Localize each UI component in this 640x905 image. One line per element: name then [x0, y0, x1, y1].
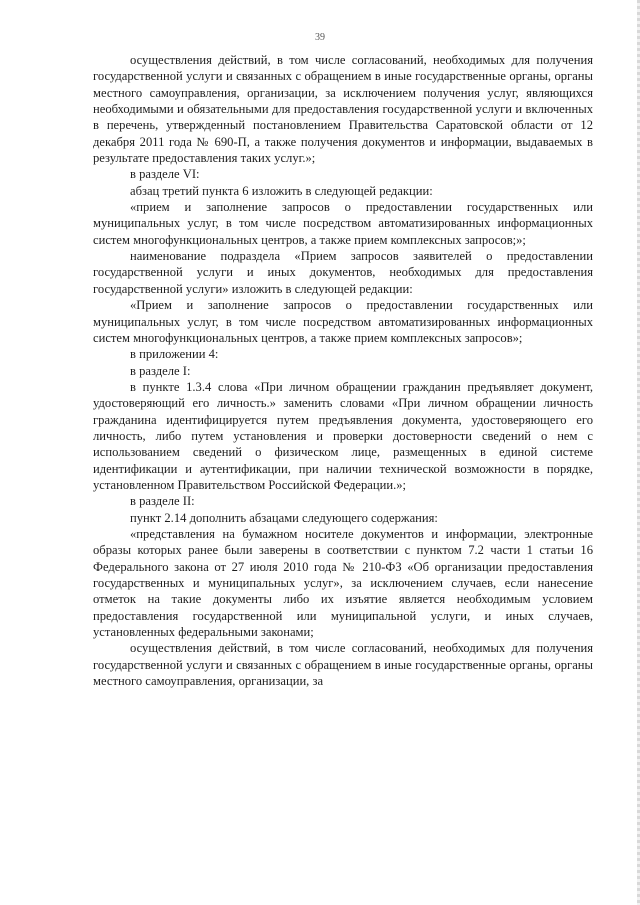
page-number: 39 [315, 32, 325, 43]
paragraph-quote-paper-docs: «представления на бумажном носителе документов и информации, электронные образы которых ранее были заверены в соответствии с пунктом 7.2 части 1 статьи 16 Федерального закона от 27 июля 2010 года № 210-ФЗ «Об организации предоставления государственных и муниципальных услуг», за исключением случаев, если нанесение отметок на такие документы либо их изъятие является необходимым условием предоставления государственной или муниципальной услуги, и иных случаев, установленных федеральными законами; [93, 526, 593, 640]
paragraph-continuation: осуществления действий, в том числе согласований, необходимых для получения государственной услуги и связанных с обращением в иные государственные органы, органы местного самоуправления, организации, за исключением получения услуг, являющихся необходимыми и обязательными для предоставления государственной услуги и включенных в перечень, утвержденный постановлением Правительства Саратовской области от 12 декабря 2011 года № 690-П, а также получения документов и информации, выдаваемых в результате предоставления таких услуг.»; [93, 53, 593, 166]
paragraph-actions: осуществления действий, в том числе согласований, необходимых для получения государственной услуги и связанных с обращением в иные государственные органы, органы местного самоуправления, организации, за [93, 641, 593, 689]
paragraph-quote-new-title: «Прием и заполнение запросов о предоставлении государственных или муниципальных услуг, в том числе посредством автоматизированных информационных систем многофункциональных центров, а также прием комплексных запросов»; [93, 298, 593, 345]
paragraph-amend-point-6: абзац третий пункта 6 изложить в следующей редакции: [130, 183, 433, 198]
paragraph-section-ii: в разделе II: [130, 494, 195, 509]
paragraph-section-i: в разделе I: [130, 363, 191, 378]
paragraph-quote-reception: «прием и заполнение запросов о предоставлении государственных или муниципальных услуг, в том числе посредством автоматизированных информационных систем многофункциональных центров, а также прием комплексных запросов;»; [93, 200, 593, 247]
paragraph-section-vi: в разделе VI: [130, 167, 200, 182]
paragraph-subsection-title: наименование подраздела «Прием запросов заявителей о предоставлении государственной услуги и иных документов, необходимых для предоставления государственной услуги» изложить в следующей редакции: [93, 249, 593, 296]
paragraph-appendix-4: в приложении 4: [130, 347, 219, 362]
paragraph-point-2-14: пункт 2.14 дополнить абзацами следующего содержания: [130, 510, 438, 525]
paragraph-point-1-3-4: в пункте 1.3.4 слова «При личном обращении гражданин предъявляет документ, удостоверяющий его личность.» заменить словами «При личном обращении личность гражданина идентифицируется путем предъявления документа, удостоверяющего его личность, либо путем установления и проверки достоверности сведений о нем с использованием сведений о физическом лице, размещенных в единой системе идентификации и аутентификации, при наличии технической возможности в порядке, установленном Правительством Российской Федерации.»; [93, 379, 593, 492]
document-body [93, 52, 593, 689]
